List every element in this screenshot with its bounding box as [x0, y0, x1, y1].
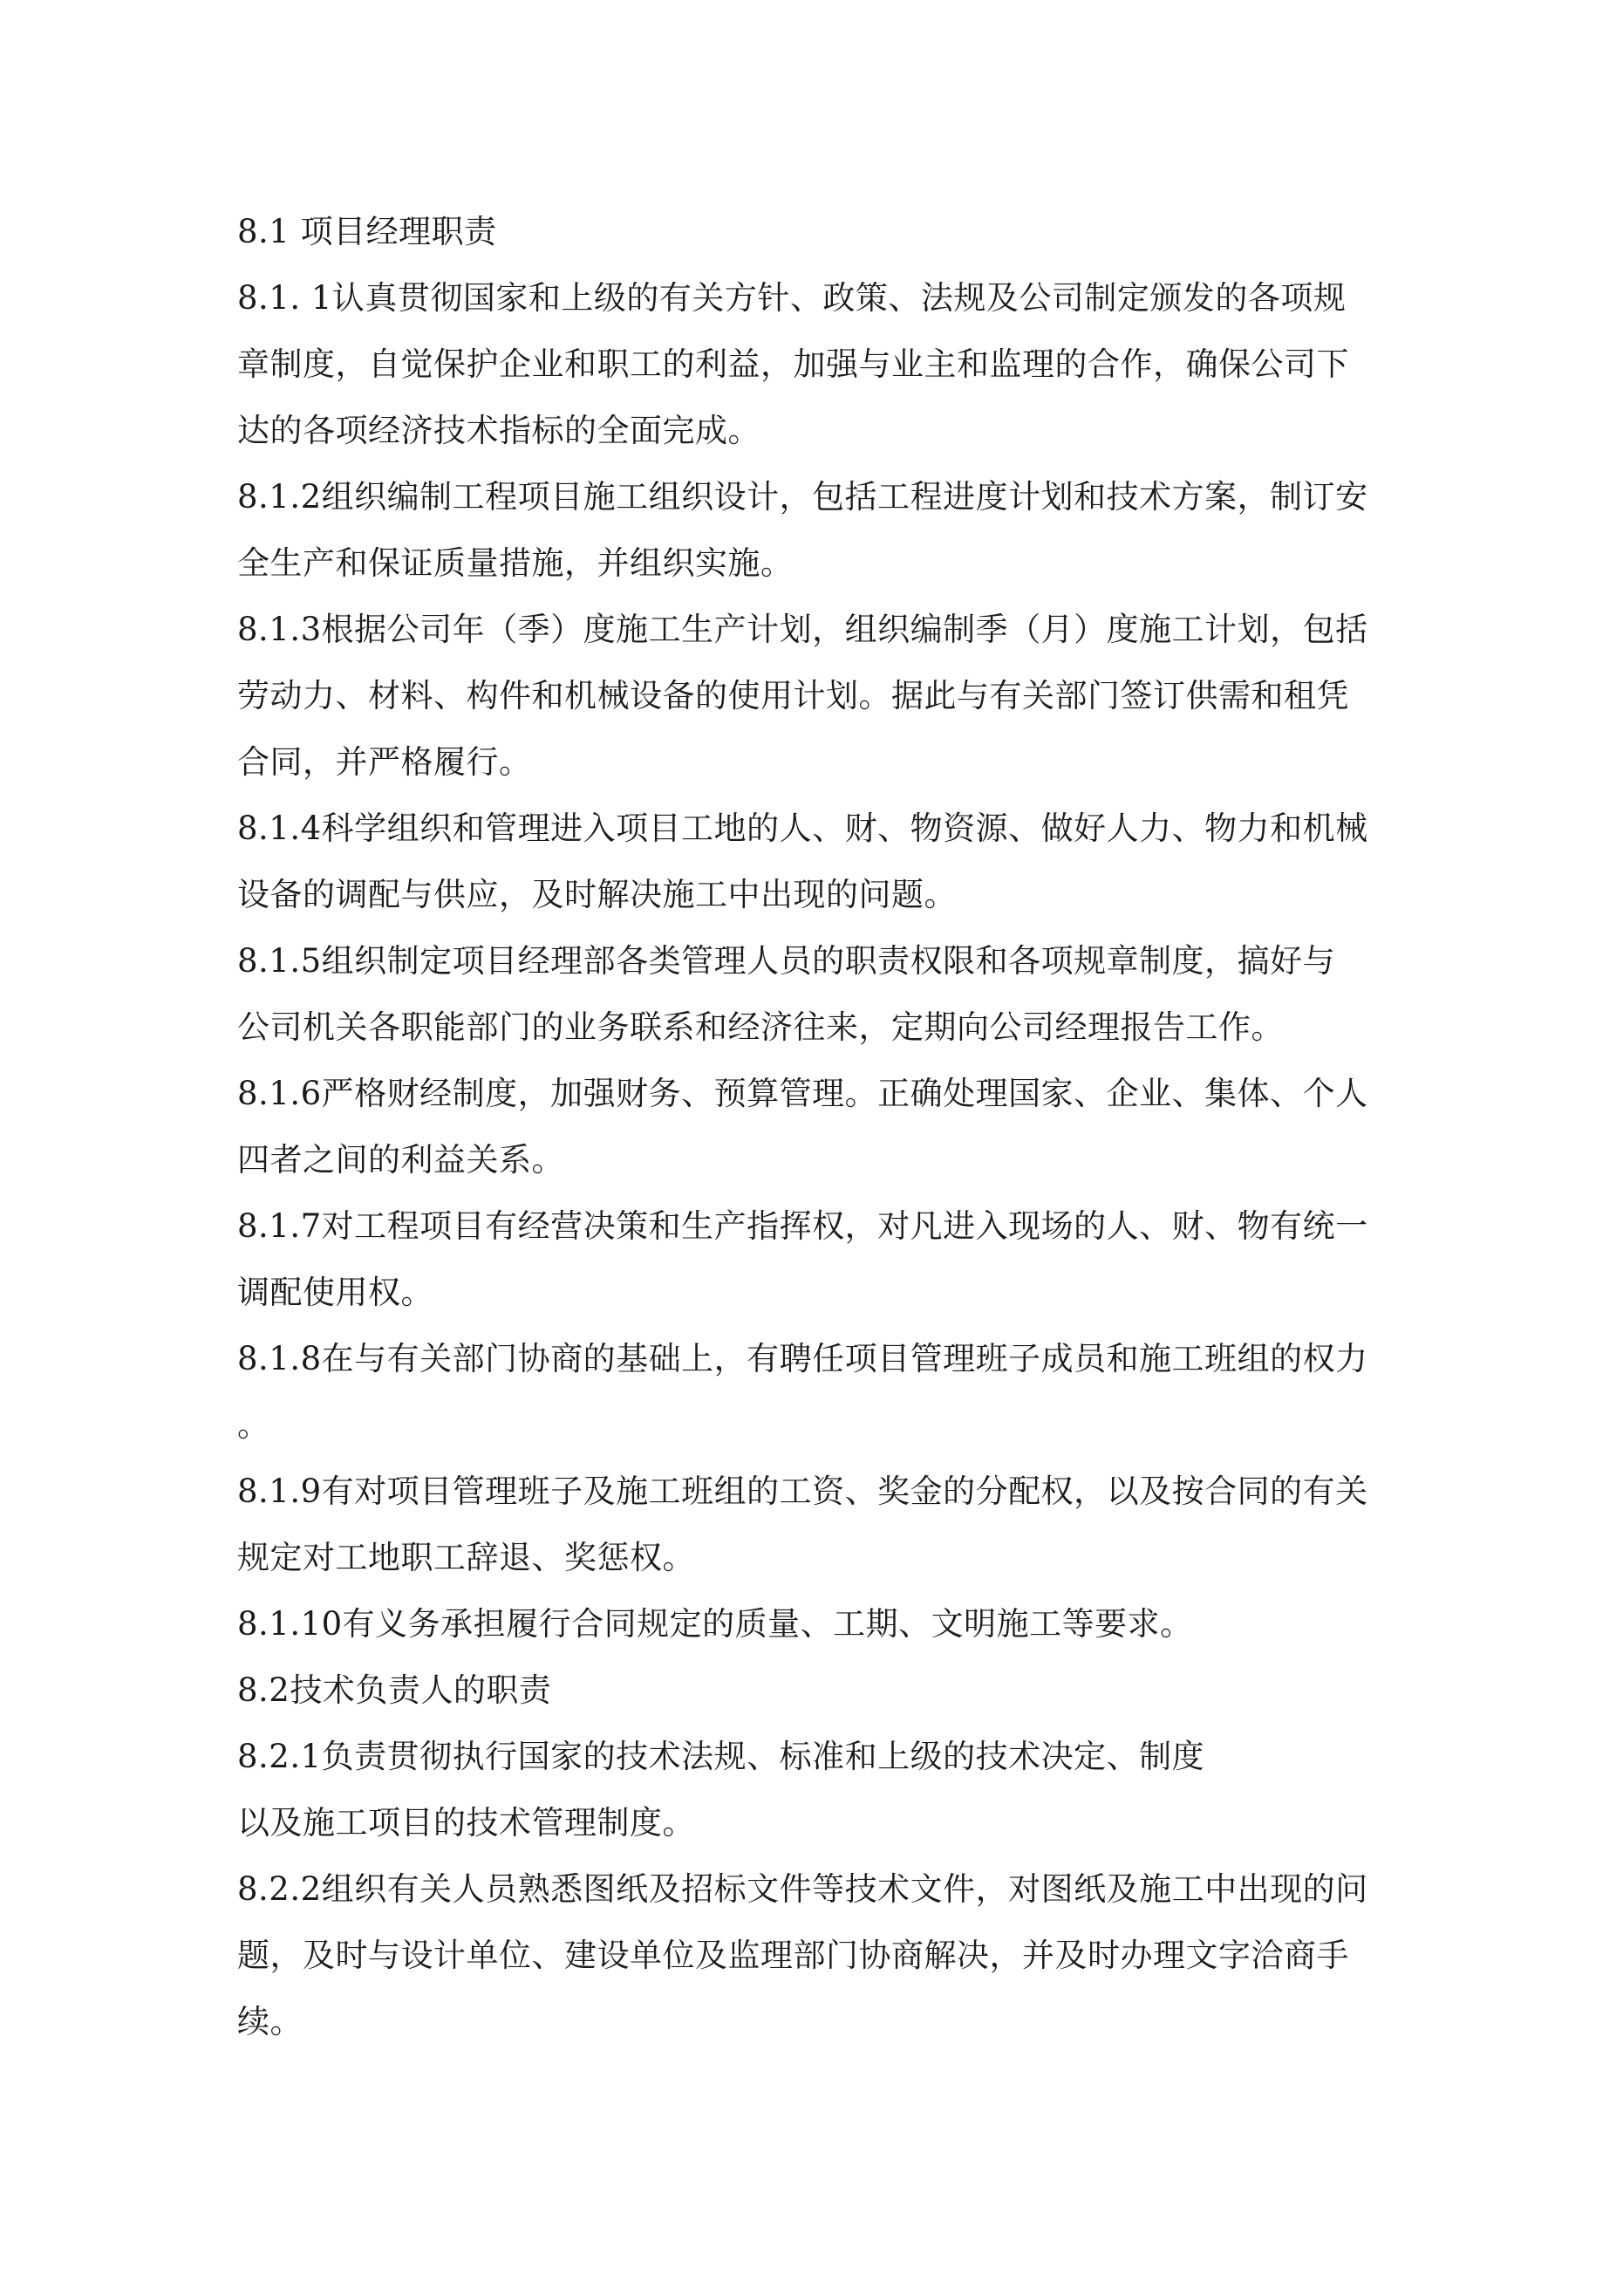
- paragraph-line: 劳动力、材料、构件和机械设备的使用计划。据此与有关部门签订供需和租凭: [237, 677, 1349, 714]
- paragraph-line: 四者之间的利益关系。: [237, 1141, 564, 1179]
- paragraph-line: 8.1.2组织编制工程项目施工组织设计，包括工程进度计划和技术方案，制订安: [237, 478, 1368, 516]
- paragraph-line: 全生产和保证质量措施，并组织实施。: [237, 544, 794, 582]
- paragraph-line: 题，及时与设计单位、建设单位及监理部门协商解决，并及时办理文字洽商手: [237, 1937, 1349, 1974]
- paragraph-line: 调配使用权。: [237, 1274, 433, 1311]
- paragraph-line: 8.1. 1认真贯彻国家和上级的有关方针、政策、法规及公司制定颁发的各项规: [237, 279, 1347, 317]
- paragraph-line: 8.1.4科学组织和管理进入项目工地的人、财、物资源、做好人力、物力和机械: [237, 810, 1368, 847]
- paragraph-line: 合同，并严格履行。: [237, 743, 532, 781]
- paragraph-line: 8.1.10有义务承担履行合同规定的质量、工期、文明施工等要求。: [237, 1605, 1193, 1643]
- paragraph-line: 规定对工地职工辞退、奖惩权。: [237, 1539, 695, 1576]
- paragraph-line: 。: [237, 1406, 270, 1444]
- paragraph-line: 公司机关各职能部门的业务联系和经济往来，定期向公司经理报告工作。: [237, 1008, 1284, 1046]
- paragraph-line: 8.2.2组织有关人员熟悉图纸及招标文件等技术文件，对图纸及施工中出现的问: [237, 1870, 1368, 1908]
- paragraph-line: 达的各项经济技术指标的全面完成。: [237, 412, 760, 449]
- paragraph-line: 设备的调配与供应，及时解决施工中出现的问题。: [237, 876, 957, 913]
- paragraph-line: 续。: [237, 2003, 303, 2040]
- paragraph-line: 8.1.5组织制定项目经理部各类管理人员的职责权限和各项规章制度，搞好与: [237, 942, 1336, 980]
- section-heading-8-2: 8.2技术负责人的职责: [237, 1671, 552, 1709]
- paragraph-line: 8.1.8在与有关部门协商的基础上，有聘任项目管理班子成员和施工班组的权力: [237, 1340, 1368, 1377]
- paragraph-line: 8.2.1负责贯彻执行国家的技术法规、标准和上级的技术决定、制度: [237, 1738, 1205, 1775]
- paragraph-line: 8.1.3根据公司年（季）度施工生产计划，组织编制季（月）度施工计划，包括: [237, 611, 1368, 648]
- paragraph-line: 8.1.9有对项目管理班子及施工班组的工资、奖金的分配权，以及按合同的有关: [237, 1473, 1368, 1510]
- paragraph-line: 章制度，自觉保护企业和职工的利益，加强与业主和监理的合作，确保公司下: [237, 345, 1349, 383]
- document-body: [237, 199, 1493, 2055]
- paragraph-line: 8.1.6严格财经制度，加强财务、预算管理。正确处理国家、企业、集体、个人: [237, 1075, 1368, 1112]
- section-heading-8-1: 8.1 项目经理职责: [237, 213, 497, 250]
- paragraph-line: 8.1.7对工程项目有经营决策和生产指挥权，对凡进入现场的人、财、物有统一: [237, 1207, 1368, 1245]
- paragraph-line: 以及施工项目的技术管理制度。: [237, 1804, 695, 1842]
